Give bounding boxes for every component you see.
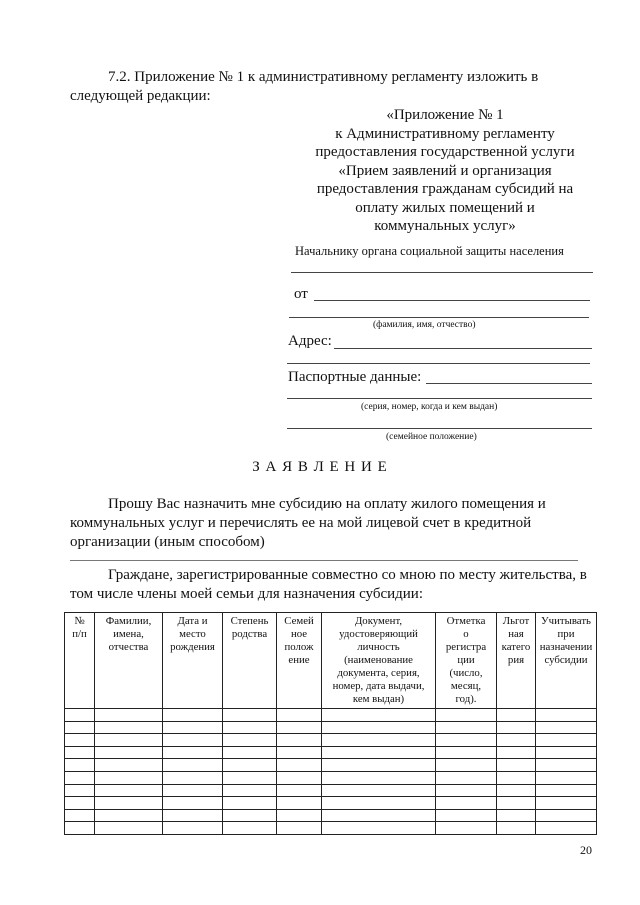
table-cell[interactable] (436, 809, 497, 822)
table-cell[interactable] (322, 721, 436, 734)
table-cell[interactable] (277, 746, 322, 759)
table-cell[interactable] (277, 797, 322, 810)
table-cell[interactable] (322, 734, 436, 747)
appendix-line: «Приложение № 1 (386, 107, 504, 123)
table-cell[interactable] (536, 809, 597, 822)
address-underline[interactable] (334, 348, 592, 349)
table-row (65, 822, 597, 835)
table-cell[interactable] (536, 771, 597, 784)
table-cell[interactable] (322, 809, 436, 822)
appendix-line: коммунальных услуг» (374, 218, 516, 234)
table-cell[interactable] (223, 784, 277, 797)
header-marital: Семей ное полож ение (277, 613, 322, 709)
table-row (65, 709, 597, 722)
other-method-underline[interactable] (70, 560, 578, 561)
passport-label: Паспортные данные: (288, 369, 422, 385)
table-cell[interactable] (322, 746, 436, 759)
table-cell[interactable] (163, 759, 223, 772)
table-cell[interactable] (277, 721, 322, 734)
table-cell[interactable] (277, 784, 322, 797)
table-row (65, 809, 597, 822)
table-cell[interactable] (223, 721, 277, 734)
table-cell[interactable] (497, 709, 536, 722)
table-cell[interactable] (536, 709, 597, 722)
table-cell[interactable] (95, 809, 163, 822)
table-cell[interactable] (95, 822, 163, 835)
table-cell[interactable] (163, 709, 223, 722)
header-id-document: Документ, удостоверяющий личность (наименование документа, серия, номер, дата выдачи, кем выдан) (322, 613, 436, 709)
table-cell[interactable] (497, 809, 536, 822)
header-names: Фамилии, имена, отчества (95, 613, 163, 709)
table-cell[interactable] (65, 771, 95, 784)
table-cell[interactable] (497, 759, 536, 772)
family-members-table (64, 612, 597, 835)
table-header-row (65, 613, 597, 709)
table-cell[interactable] (497, 771, 536, 784)
table-cell[interactable] (65, 784, 95, 797)
table-cell[interactable] (536, 797, 597, 810)
table-cell[interactable] (163, 822, 223, 835)
table-row (65, 784, 597, 797)
table-cell[interactable] (163, 721, 223, 734)
item-7-2-line1: 7.2. Приложение № 1 к административному регламенту изложить в (108, 69, 539, 85)
table-cell[interactable] (95, 721, 163, 734)
table-cell[interactable] (65, 797, 95, 810)
table-cell[interactable] (436, 784, 497, 797)
table-cell[interactable] (277, 709, 322, 722)
appendix-line: оплату жилых помещений и (355, 199, 535, 216)
table-cell[interactable] (277, 809, 322, 822)
table-cell[interactable] (163, 809, 223, 822)
table-row (65, 759, 597, 772)
appendix-line: предоставления государственной услуги (315, 144, 575, 160)
table-cell[interactable] (163, 734, 223, 747)
table-cell[interactable] (536, 822, 597, 835)
table-cell[interactable] (277, 734, 322, 747)
table-cell[interactable] (436, 759, 497, 772)
header-benefit: Льгот ная катего рия (497, 613, 536, 709)
table-cell[interactable] (536, 784, 597, 797)
table-cell[interactable] (536, 721, 597, 734)
table-cell[interactable] (536, 759, 597, 772)
appendix-line: к Административному регламенту (335, 125, 555, 142)
address-label: Адрес: (288, 333, 332, 349)
table-cell[interactable] (536, 746, 597, 759)
table-cell[interactable] (223, 709, 277, 722)
table-cell[interactable] (65, 721, 95, 734)
citizens-line2: том числе члены моей семьи для назначения субсидии: (70, 586, 423, 602)
table-row (65, 771, 597, 784)
table-cell[interactable] (223, 797, 277, 810)
table-cell[interactable] (277, 822, 322, 835)
table-cell[interactable] (497, 746, 536, 759)
table-cell[interactable] (436, 822, 497, 835)
table-cell[interactable] (163, 797, 223, 810)
table-cell[interactable] (497, 822, 536, 835)
from-underline[interactable] (314, 300, 590, 301)
table-cell[interactable] (322, 822, 436, 835)
table-cell[interactable] (95, 759, 163, 772)
table-cell[interactable] (95, 797, 163, 810)
table-cell[interactable] (223, 746, 277, 759)
table-cell[interactable] (95, 771, 163, 784)
table-cell[interactable] (65, 809, 95, 822)
table-cell[interactable] (497, 797, 536, 810)
table-row (65, 734, 597, 747)
addressee-underline (291, 272, 593, 273)
table-cell[interactable] (65, 746, 95, 759)
table-cell[interactable] (322, 797, 436, 810)
table-cell[interactable] (65, 822, 95, 835)
table-cell[interactable] (95, 709, 163, 722)
table-cell[interactable] (95, 784, 163, 797)
family-status-hint: (семейное положение) (386, 432, 477, 442)
table-cell[interactable] (223, 809, 277, 822)
table-body (65, 709, 597, 835)
table-cell[interactable] (436, 734, 497, 747)
from-label: от (294, 286, 308, 302)
table-cell[interactable] (436, 771, 497, 784)
table-cell[interactable] (163, 771, 223, 784)
citizens-line1: Граждане, зарегистрированные совместно со мною по месту жительства, в (108, 567, 587, 583)
header-number: № п/п (65, 613, 95, 709)
header-relation: Степень родства (223, 613, 277, 709)
header-birth: Дата и место рождения (163, 613, 223, 709)
page-number: 20 (580, 843, 592, 857)
table-cell[interactable] (277, 759, 322, 772)
table-cell[interactable] (497, 734, 536, 747)
table-row (65, 797, 597, 810)
table-cell[interactable] (322, 771, 436, 784)
table-cell[interactable] (65, 709, 95, 722)
request-line2: коммунальных услуг и перечислять ее на мой лицевой счет в кредитной (70, 515, 532, 531)
request-line3: организации (иным способом) (70, 534, 265, 550)
header-consider: Учитывать при назначении субсидии (536, 613, 597, 709)
table-cell[interactable] (322, 759, 436, 772)
table-cell[interactable] (95, 734, 163, 747)
table-cell[interactable] (95, 746, 163, 759)
table-cell[interactable] (163, 746, 223, 759)
table-cell[interactable] (322, 784, 436, 797)
passport-underline[interactable] (426, 383, 592, 384)
table-cell[interactable] (322, 709, 436, 722)
document-title: З А Я В Л Е Н И Е (252, 459, 388, 475)
table-row (65, 721, 597, 734)
table-cell[interactable] (223, 734, 277, 747)
passport-underline-2[interactable] (287, 398, 592, 399)
table-cell[interactable] (497, 721, 536, 734)
table-cell[interactable] (436, 797, 497, 810)
fio-hint: (фамилия, имя, отчество) (373, 320, 476, 330)
passport-hint: (серия, номер, когда и кем выдан) (361, 402, 498, 412)
fio-underline[interactable] (289, 317, 589, 318)
address-underline-2[interactable] (287, 363, 590, 364)
table-cell[interactable] (65, 759, 95, 772)
table-cell[interactable] (65, 734, 95, 747)
addressee: Начальнику органа социальной защиты населения (295, 244, 564, 258)
family-status-underline[interactable] (287, 428, 592, 429)
table-cell[interactable] (436, 709, 497, 722)
header-registration: Отметка о регистра ции (число, месяц, год). (436, 613, 497, 709)
table-cell[interactable] (223, 759, 277, 772)
table-cell[interactable] (223, 822, 277, 835)
table-cell[interactable] (436, 721, 497, 734)
table-cell[interactable] (223, 771, 277, 784)
table-cell[interactable] (163, 784, 223, 797)
table-cell[interactable] (497, 784, 536, 797)
table-cell[interactable] (277, 771, 322, 784)
table-cell[interactable] (536, 734, 597, 747)
appendix-line: «Прием заявлений и организация (338, 162, 552, 179)
request-line1: Прошу Вас назначить мне субсидию на оплату жилого помещения и (108, 496, 546, 512)
appendix-line: предоставления гражданам субсидий на (316, 181, 574, 197)
item-7-2-line2: следующей редакции: (70, 88, 211, 104)
table-cell[interactable] (436, 746, 497, 759)
table-row (65, 746, 597, 759)
